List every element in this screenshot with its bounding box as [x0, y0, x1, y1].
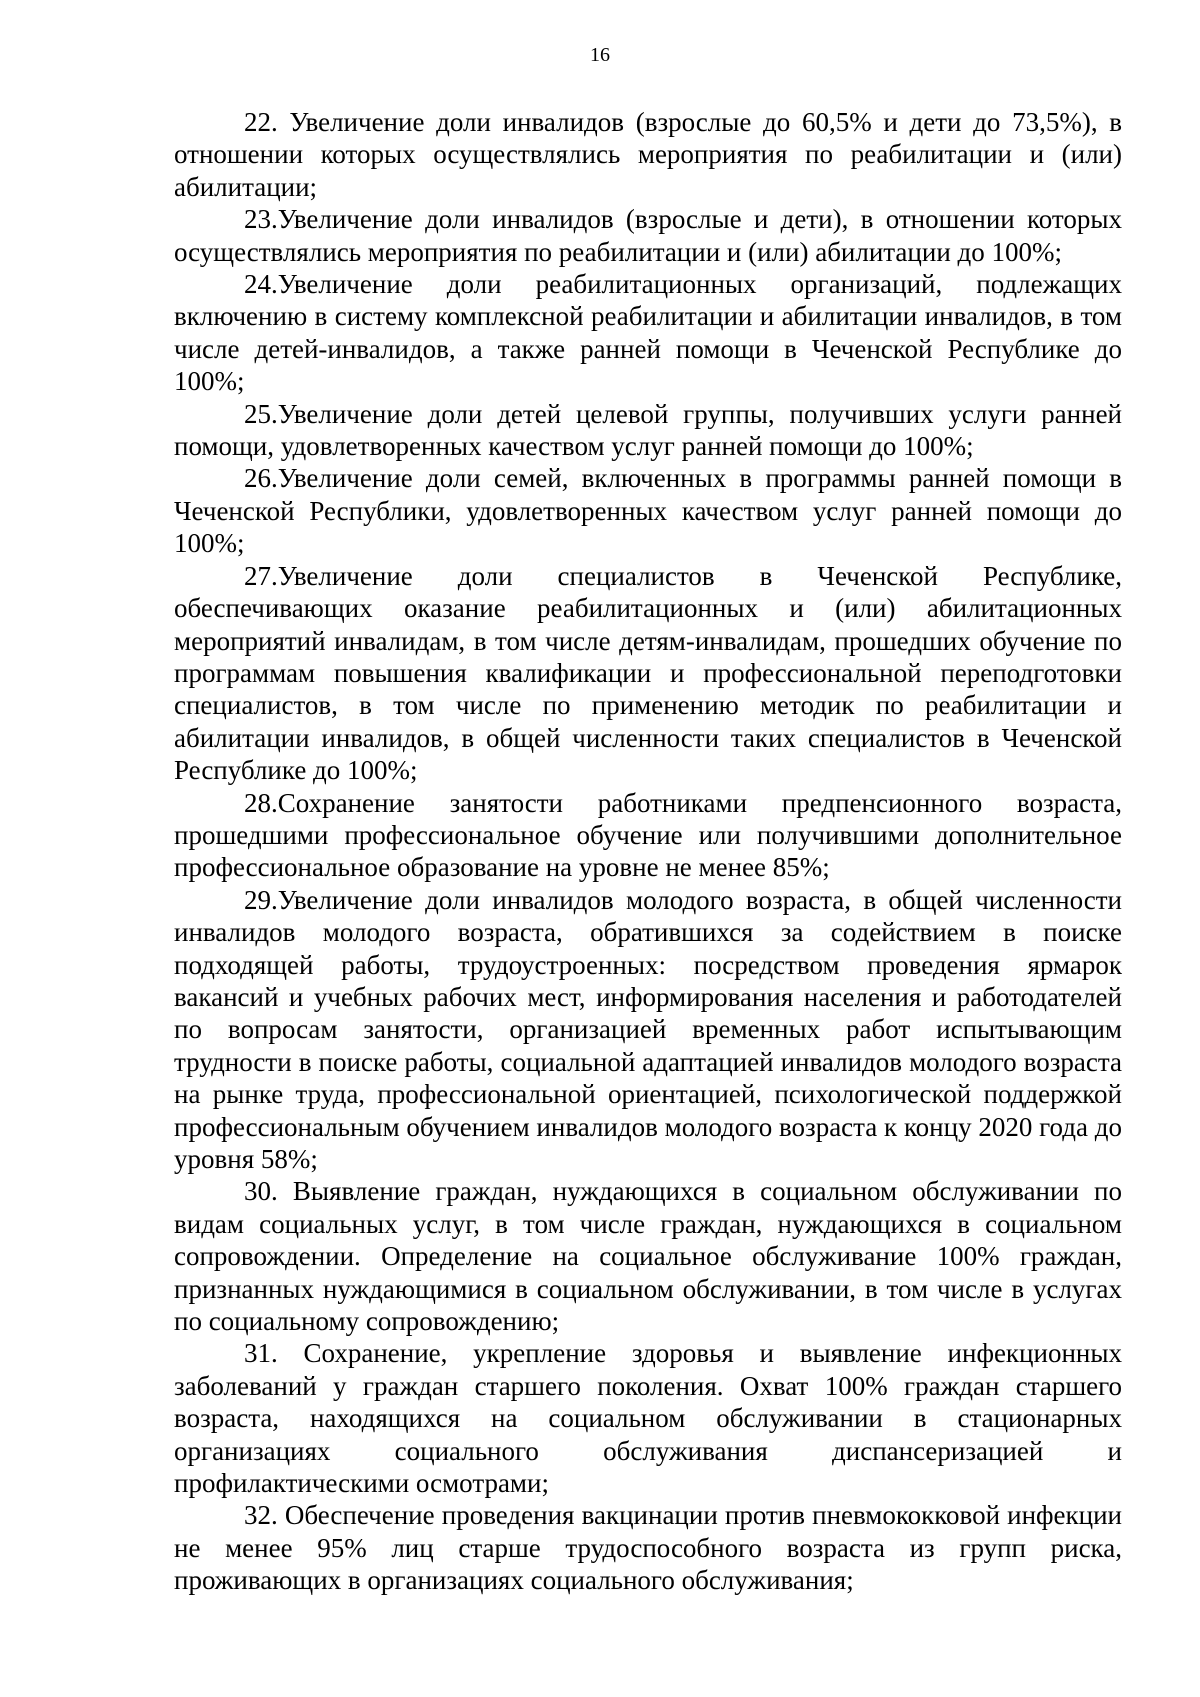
paragraph-31: 31. Сохранение, укрепление здоровья и выявление инфекционных заболеваний у граждан старшего поколения. Охват 100% граждан старшего возраста, находящихся на социальном обслуживании в стационарных организациях социального обслуживания диспансеризацией и профилактическими осмотрами;	[174, 1338, 1122, 1499]
paragraph-29: 29.Увеличение доли инвалидов молодого возраста, в общей численности инвалидов молодого возраста, обратившихся за содействием в поиске подходящей работы, трудоустроенных: посредством проведения ярмарок вакансий и учебных рабочих мест, информирования населения и работодателей по вопросам занятости, организацией временных работ испытывающим трудности в поиске работы, социальной адаптацией инвалидов молодого возраста на рынке труда, профессиональной ориентацией, психологической поддержкой профессиональным обучением инвалидов молодого возраста к концу 2020 года до уровня 58%;	[174, 884, 1122, 1174]
paragraph-28: 28.Сохранение занятости работниками предпенсионного возраста, прошедшими профессиональное обучение или получившими дополнительное профессиональное образование на уровне не менее 85%;	[174, 787, 1122, 883]
document-body	[174, 106, 1122, 1597]
paragraph-27: 27.Увеличение доли специалистов в Чеченской Республике, обеспечивающих оказание реабилитационных и (или) абилитационных мероприятий инвалидам, в том числе детям-инвалидам, прошедших обучение по программам повышения квалификации и профессиональной переподготовки специалистов, в том числе по применению методик по реабилитации и абилитации инвалидов, в общей численности таких специалистов в Чеченской Республике до 100%;	[174, 560, 1122, 786]
paragraph-22: 22. Увеличение доли инвалидов (взрослые до 60,5% и дети до 73,5%), в отношении которых осуществлялись мероприятия по реабилитации и (или) абилитации;	[174, 107, 1122, 202]
paragraph-25: 25.Увеличение доли детей целевой группы, получивших услуги ранней помощи, удовлетворенных качеством услуг ранней помощи до 100%;	[174, 398, 1122, 462]
page-number: 16	[590, 44, 610, 66]
paragraph-26: 26.Увеличение доли семей, включенных в программы ранней помощи в Чеченской Республики, удовлетворенных качеством услуг ранней помощи до 100%;	[174, 463, 1122, 559]
paragraph-30: 30. Выявление граждан, нуждающихся в социальном обслуживании по видам социальных услуг, в том числе граждан, нуждающихся в социальном сопровождении. Определение на социальное обслуживание 100% граждан, признанных нуждающимися в социальном обслуживании, в том числе в услугах по социальному сопровождению;	[174, 1176, 1122, 1337]
paragraph-32: 32. Обеспечение проведения вакцинации против пневмококковой инфекции не менее 95% лиц старше трудоспособного возраста из групп риска, проживающих в организациях социального обслуживания;	[174, 1500, 1122, 1596]
paragraph-24: 24.Увеличение доли реабилитационных организаций, подлежащих включению в систему комплексной реабилитации и абилитации инвалидов, в том числе детей-инвалидов, а также ранней помощи в Чеченской Республике до 100%;	[174, 269, 1122, 397]
paragraph-23: 23.Увеличение доли инвалидов (взрослые и дети), в отношении которых осуществлялись мероприятия по реабилитации и (или) абилитации до 100%;	[174, 204, 1122, 267]
